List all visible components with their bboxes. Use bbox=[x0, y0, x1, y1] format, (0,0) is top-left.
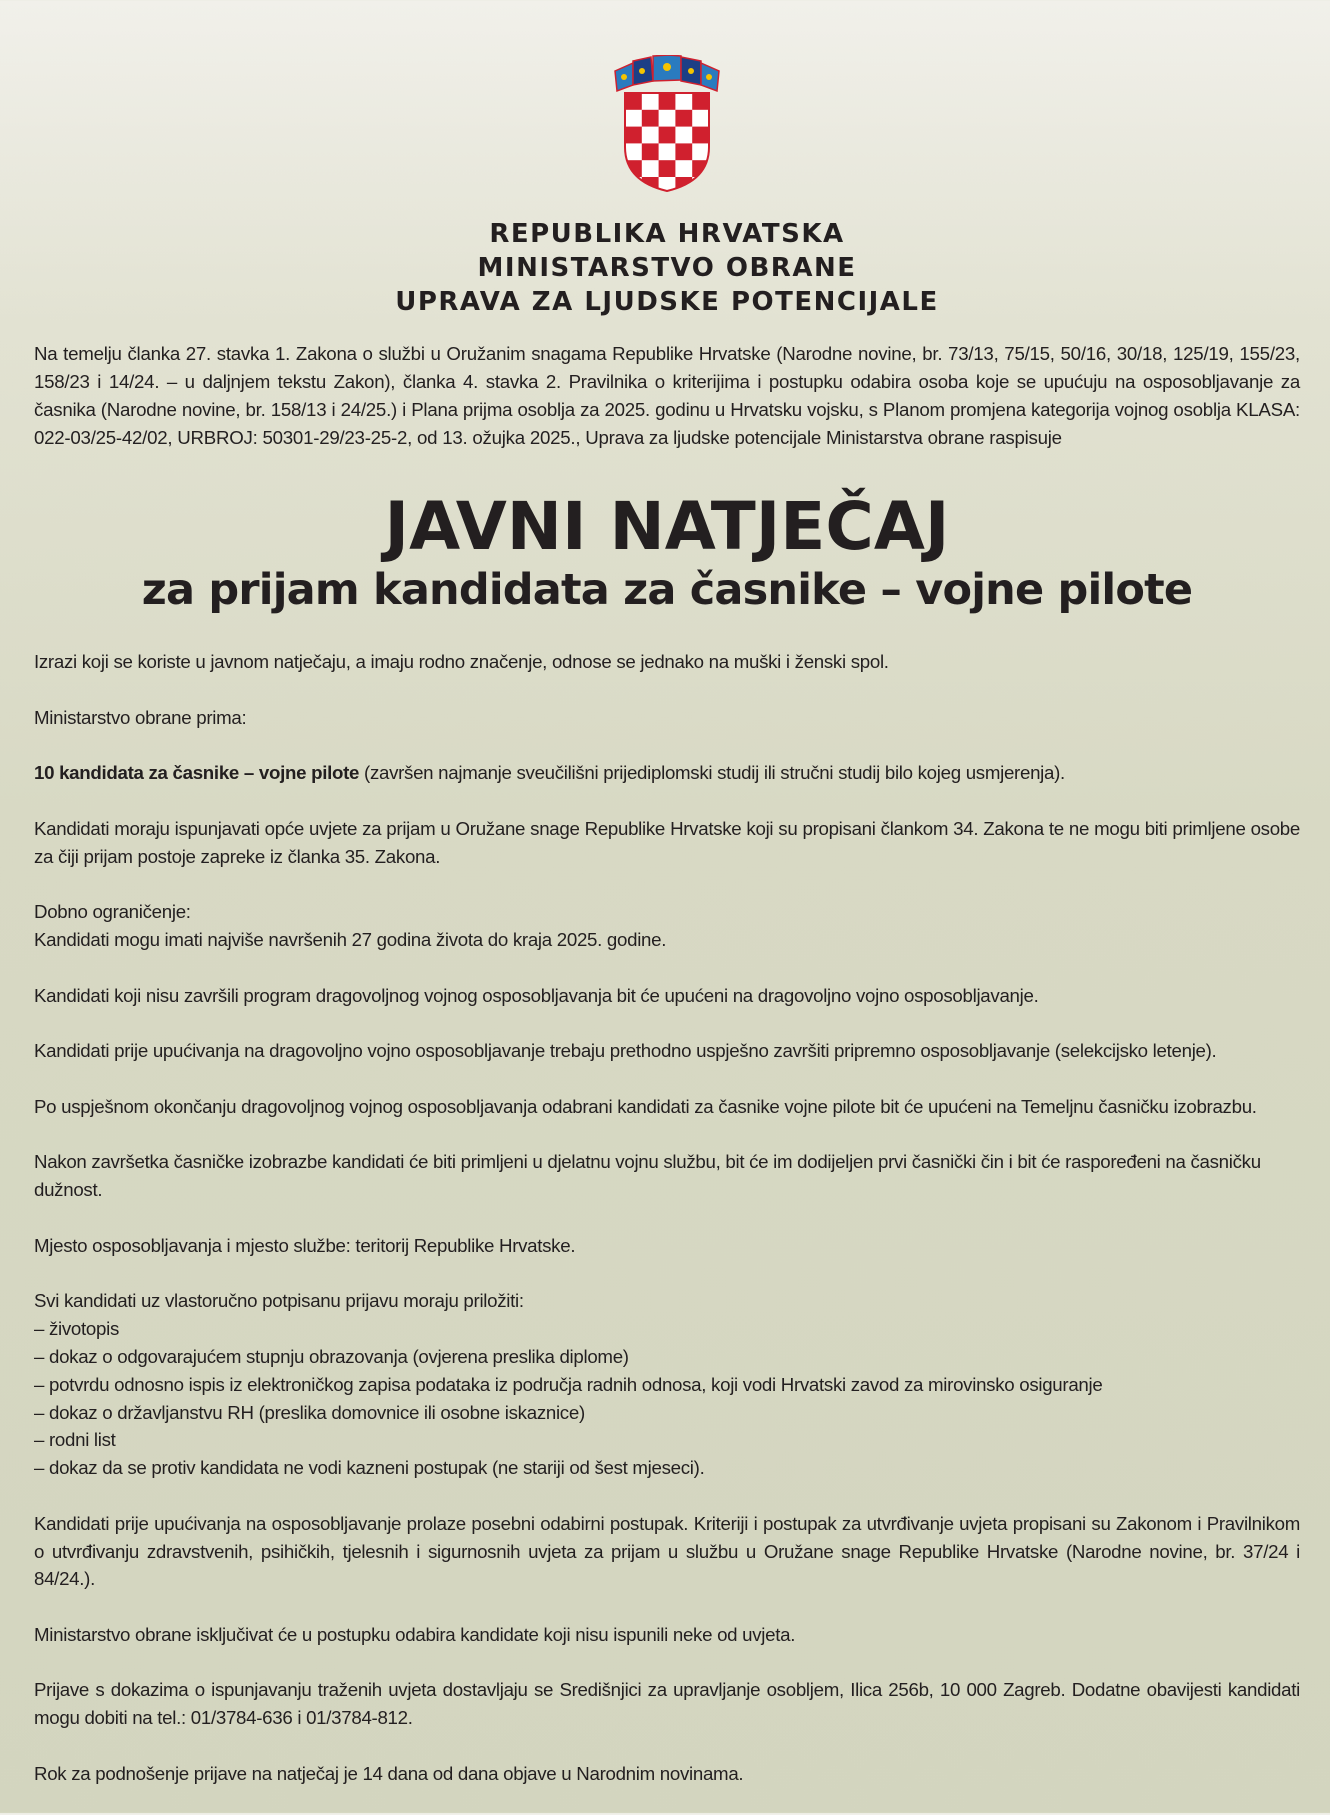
age-limit-title: Dobno ograničenje: bbox=[34, 901, 191, 923]
header-line-republic: REPUBLIKA HRVATSKA bbox=[489, 219, 845, 249]
institution-header bbox=[34, 217, 1300, 319]
service-location: Mjesto osposobljavanja i mjesto službe: teritorij Republike Hrvatske. bbox=[34, 1234, 576, 1256]
legal-basis-intro: Na temelju članka 27. stavka 1. Zakona o službi u Oružanim snagama Republike Hrvatske (Narodne novine, br. 73/13, 75/15, 50/16, 30/18, 125/19, 155/23, 158/23 i 14/24. – u daljnjem tekstu Zakon), članka 4. stavka 2. Pravilnika o kriterijima i postupku odabira osoba koje se upućuju na osposobljavanje za časnika (Narodne novine, br. 158/13 i 24/25.) i Plana prijma osoblja za 2025. godinu u Hrvatsku vojsku, s Planom promjena kategorija vojnog osoblja KLASA: 022-03/25-42/02, URBROJ: 50301-29/23-25-2, od 13. ožujka 2025., Uprava za ljudske potencijale Ministarstva obrane raspisuje bbox=[34, 343, 1300, 448]
attachment-item: – potvrdu odnosno ispis iz elektroničkog zapisa podataka iz područja radnih odnosa, koji vodi Hrvatski zavod za mirovinsko osiguranje bbox=[34, 1373, 1103, 1395]
selection-procedure: Kandidati prije upućivanja na osposobljavanje prolaze posebni odabirni postupak. Kriteriji i postupak za utvrđivanje uvjeta propisani su Zakonom i Pravilnikom o utvrđivanju zdravstvenih, psihičkih, tjelesnih i sigurnosnih uvjeta za prijam u službu u Oružane snage Republike Hrvatske (Narodne novine, br. 37/24 i 84/24.). bbox=[34, 1512, 1300, 1590]
attachment-item: – dokaz o odgovarajućem stupnju obrazovanja (ovjerena preslika diplome) bbox=[34, 1345, 629, 1367]
basic-officer-training: Po uspješnom okončanju dragovoljnog vojnog osposobljavanja odabrani kandidati za časnike vojne pilote bit će upućeni na Temeljnu časničku izobrazbu. bbox=[34, 1095, 1257, 1117]
age-limit-text: Kandidati mogu imati najviše navršenih 27 godina života do kraja 2025. godine. bbox=[34, 928, 667, 950]
attachment-item: – životopis bbox=[34, 1318, 119, 1340]
document-subtitle: za prijam kandidata za časnike – vojne pilote bbox=[141, 565, 1193, 615]
applications-info: Prijave s dokazima o ispunjavanju traženih uvjeta dostavljaju se Središnjici za upravljanje osobljem, Ilica 256b, 10 000 Zagreb. Dodatne obavijesti kandidati mogu dobiti na tel.: 01/3784-636 i 01/3784-812. bbox=[34, 1679, 1300, 1729]
document-page bbox=[34, 55, 1300, 1815]
header-line-ministry: MINISTARSTVO OBRANE bbox=[477, 253, 857, 283]
exclusion-note: Ministarstvo obrane isključivat će u postupku odabira kandidate koji nisu ispunili neke od uvjeta. bbox=[34, 1623, 796, 1645]
positions-paragraph bbox=[34, 759, 1300, 787]
positions-detail: (završen najmanje sveučilišni prijediplomski studij ili stručni studij bilo kojeg usmjerenja). bbox=[359, 762, 1065, 784]
deadline-note: Rok za podnošenje prijave na natječaj je 14 dana od dana objave u Narodnim novinama. bbox=[34, 1762, 744, 1784]
receives-label: Ministarstvo obrane prima: bbox=[34, 706, 247, 728]
attachment-item: – dokaz da se protiv kandidata ne vodi kazneni postupak (ne stariji od šest mjeseci). bbox=[34, 1457, 705, 1479]
positions-count: 10 kandidata za časnike – vojne pilote bbox=[34, 762, 360, 784]
coat-of-arms-container bbox=[34, 55, 1300, 193]
attachments-section bbox=[34, 1287, 1300, 1482]
document-body bbox=[34, 648, 1300, 1788]
general-conditions: Kandidati moraju ispunjavati opće uvjete za prijam u Oružane snage Republike Hrvatske koji su propisani člankom 34. Zakona te ne mogu biti primljene osobe za čiji prijam postoje zapreke iz članka 35. Zakona. bbox=[34, 817, 1300, 867]
gender-note: Izrazi koji se koriste u javnom natječaju, a imaju rodno značenje, odnose se jednako na muški i ženski spol. bbox=[34, 651, 889, 672]
preparatory-training: Kandidati prije upućivanja na dragovoljno vojno osposobljavanje trebaju prethodno uspješno završiti pripremno osposobljavanje (selekcijsko letenje). bbox=[34, 1040, 1217, 1062]
attachments-intro: Svi kandidati uz vlastoručno potpisanu prijavu moraju priložiti: bbox=[34, 1290, 524, 1312]
document-title: JAVNI NATJEČAJ bbox=[384, 488, 950, 565]
coat-of-arms-icon bbox=[611, 55, 723, 193]
attachment-item: – dokaz o državljanstvu RH (preslika domovnice ili osobne iskaznice) bbox=[34, 1401, 585, 1423]
after-training: Nakon završetka časničke izobrazbe kandidati će biti primljeni u djelatnu vojnu službu, bit će im dodijeljen prvi časnički čin i bit će raspoređeni na časničku dužnost. bbox=[34, 1151, 1261, 1201]
age-limit-section bbox=[34, 898, 1300, 954]
attachment-item: – rodni list bbox=[34, 1429, 116, 1451]
header-line-directorate: UPRAVA ZA LJUDSKE POTENCIJALE bbox=[395, 287, 939, 317]
volunteer-training: Kandidati koji nisu završili program dragovoljnog vojnog osposobljavanja bit će upućeni na dragovoljno vojno osposobljavanje. bbox=[34, 984, 1039, 1006]
